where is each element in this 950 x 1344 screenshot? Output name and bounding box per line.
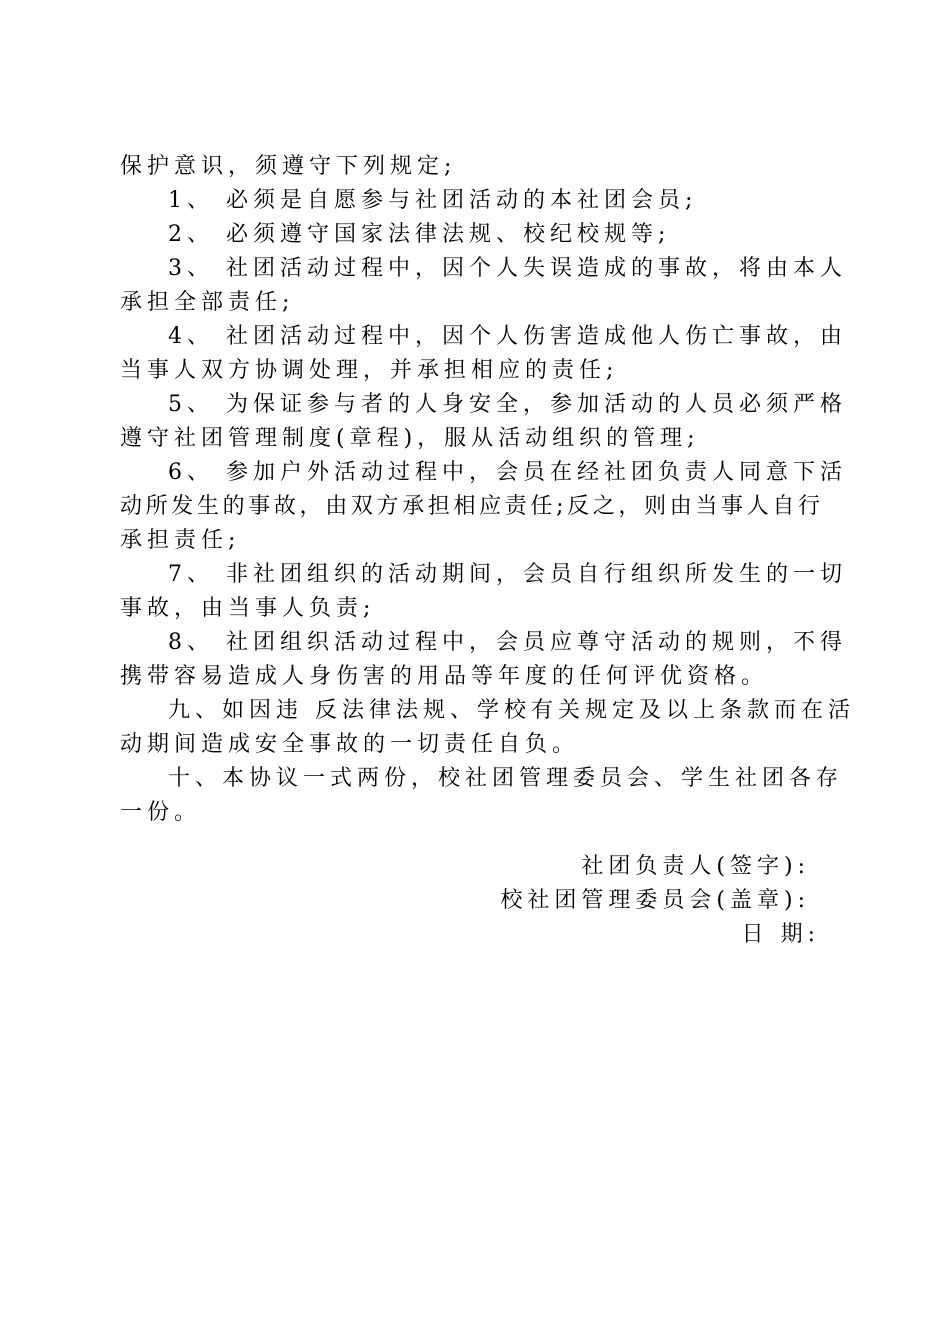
rule-item-6: 6、 参加户外活动过程中，会员在经社团负责人同意下活	[168, 460, 847, 485]
committee-seal-label: 校社团管理委员会(盖章):	[500, 888, 810, 913]
rule-item-5: 5、 为保证参与者的人身安全，参加活动的人员必须严格	[168, 392, 847, 417]
text-line: 一份。	[120, 800, 202, 825]
text-line: 承担全部责任;	[120, 290, 295, 315]
date-label: 日 期:	[741, 922, 820, 947]
rule-item-8: 8、 社团组织活动过程中，会员应尊守活动的规则，不得	[168, 630, 847, 655]
rule-item-1: 1、 必须是自愿参与社团活动的本社团会员;	[168, 188, 698, 213]
rule-item-9: 九、如因违 反法律法规、学校有关规定及以上条款而在活	[168, 698, 855, 723]
signature-block	[120, 850, 822, 952]
text-line: 动所发生的事故，由双方承担相应责任;反之，则由当事人自行	[120, 494, 822, 519]
text-line: 动期间造成安全事故的一切责任自负。	[120, 732, 580, 757]
rule-item-4: 4、 社团活动过程中，因个人伤害造成他人伤亡事故，由	[168, 324, 847, 349]
leader-signature-label: 社团负责人(签字):	[581, 854, 810, 879]
rule-item-3: 3、 社团活动过程中，因个人失误造成的事故，将由本人	[168, 256, 847, 281]
agreement-body	[120, 150, 855, 830]
text-line: 事故，由当事人负责;	[120, 596, 376, 621]
text-line: 携带容易造成人身伤害的用品等年度的任何评优资格。	[120, 664, 769, 689]
text-line: 遵守社团管理制度(章程)，服从活动组织的管理;	[120, 426, 700, 451]
text-line: 承担责任;	[120, 528, 241, 553]
text-line: 保护意识，须遵守下列规定;	[120, 154, 457, 179]
rule-item-7: 7、 非社团组织的活动期间，会员自行组织所发生的一切	[168, 562, 847, 587]
rule-item-2: 2、 必须遵守国家法律法规、校纪校规等;	[168, 222, 671, 247]
text-line: 当事人双方协调处理，并承担相应的责任;	[120, 358, 619, 383]
rule-item-10: 十、本协议一式两份，校社团管理委员会、学生社团各存	[168, 766, 844, 791]
